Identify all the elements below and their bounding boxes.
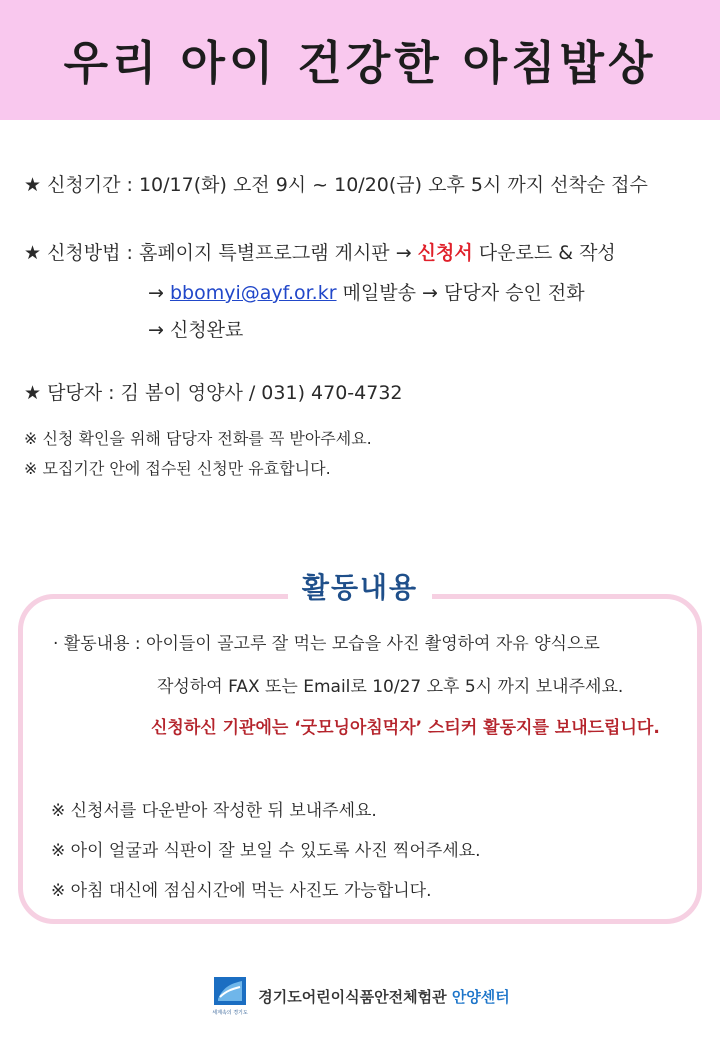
contact-info: ★ 담당자 : 김 봄이 영양사 / 031) 470-4732 [24, 382, 403, 404]
activity-line-3: 신청하신 기관에는 ‘굿모닝아침먹자’ 스티커 활동지를 보내드립니다. [151, 718, 660, 738]
page-title: 우리 아이 건강한 아침밥상 [63, 36, 657, 90]
logo-caption: 세계속의 경기도 [212, 1010, 248, 1016]
step2-suffix: 메일발송 → 담당자 승인 전화 [336, 282, 585, 304]
footer-org: 경기도어린이식품안전체험관 [258, 987, 452, 1006]
activity-note-2: ※ 아이 얼굴과 식판이 잘 보일 수 있도록 사진 찍어주세요. [51, 841, 481, 861]
activity-section-title [0, 566, 720, 606]
activity-line-1: · 활동내용 : 아이들이 골고루 잘 먹는 모습을 사진 촬영하여 자유 양식으로 [53, 634, 600, 654]
method-highlight: 신청서 [417, 242, 473, 264]
note-valid-period: ※ 모집기간 안에 접수된 신청만 유효합니다. [24, 459, 331, 478]
header-banner [0, 0, 720, 120]
application-method-step2 [148, 278, 585, 305]
activity-box [18, 594, 702, 924]
footer-branch: 안양센터 [451, 987, 510, 1006]
footer [0, 975, 720, 1017]
footer-org-name [258, 986, 510, 1007]
activity-note-1: ※ 신청서를 다운받아 작성한 뒤 보내주세요. [51, 801, 377, 821]
application-method [24, 238, 616, 265]
gyeonggi-logo [210, 975, 250, 1017]
email-link[interactable]: bbomyi@ayf.or.kr [169, 282, 337, 304]
method-prefix: ★ 신청방법 : 홈페이지 특별프로그램 게시판 → [24, 242, 418, 264]
step2-prefix: → [148, 282, 170, 304]
method-suffix: 다운로드 & 작성 [472, 242, 616, 264]
activity-title: 활동내용 [288, 566, 432, 606]
activity-line-2: 작성하여 FAX 또는 Email로 10/27 오후 5시 까지 보내주세요. [157, 677, 624, 697]
gyeonggi-logo-icon [210, 975, 250, 1017]
activity-note-3: ※ 아침 대신에 점심시간에 먹는 사진도 가능합니다. [51, 881, 432, 901]
application-method-step3: → 신청완료 [148, 319, 244, 341]
note-confirm-call: ※ 신청 확인을 위해 담당자 전화를 꼭 받아주세요. [24, 429, 372, 448]
application-period: ★ 신청기간 : 10/17(화) 오전 9시 ~ 10/20(금) 오후 5시 까지 선착순 접수 [24, 174, 648, 196]
